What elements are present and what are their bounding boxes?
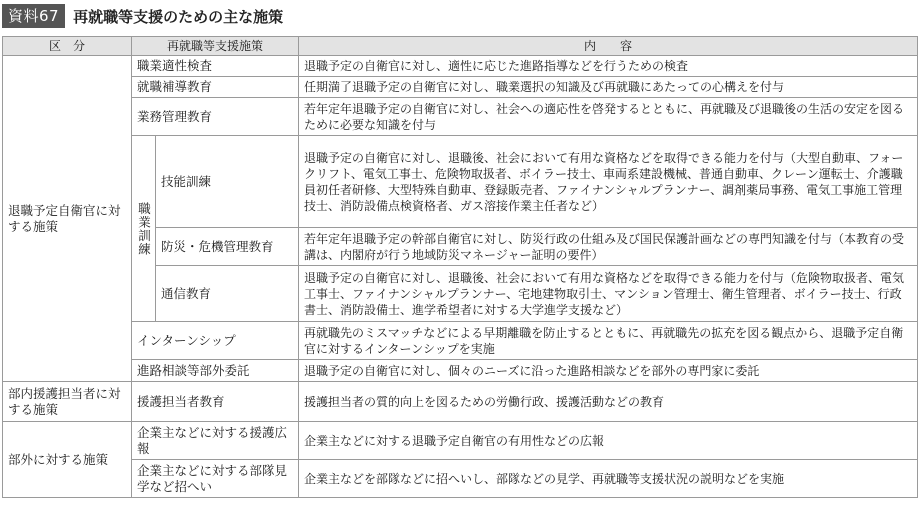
column-header-measure: 再就職等支援施策	[132, 37, 299, 56]
measure-cell: 技能訓練	[156, 136, 299, 228]
table-row	[3, 422, 918, 460]
content-cell: 若年定年退職予定の幹部自衛官に対し、防災行政の仕組み及び国民保護計画などの専門知識を付与（本教育の受講は、内閣府が行う地域防災マネージャー証明の要件）	[299, 228, 918, 266]
document-number-badge: 資料67	[2, 4, 65, 28]
measure-cell: 業務管理教育	[132, 98, 299, 136]
table-header-row	[3, 37, 918, 56]
content-cell: 若年定年退職予定の自衛官に対し、社会への適応性を啓発するとともに、再就職及び退職後の生活の安定を図るために必要な知識を付与	[299, 98, 918, 136]
category-cell: 部内援護担当者に対する施策	[3, 382, 132, 422]
page-title: 再就職等支援のための主な施策	[73, 7, 284, 26]
measure-cell: 企業主などに対する部隊見学など招へい	[132, 460, 299, 498]
measure-cell: 進路相談等部外委託	[132, 360, 299, 382]
table-row	[3, 77, 918, 98]
content-cell: 退職予定の自衛官に対し、適性に応じた進路指導などを行うための検査	[299, 56, 918, 77]
table-row	[3, 382, 918, 422]
measure-cell: 職業適性検査	[132, 56, 299, 77]
table-row	[3, 98, 918, 136]
content-cell: 再就職先のミスマッチなどによる早期離職を防止するとともに、再就職先の拡充を図る観点から、退職予定自衛官に対するインターンシップを実施	[299, 322, 918, 360]
measure-cell: インターンシップ	[132, 322, 299, 360]
measure-cell: 就職補導教育	[132, 77, 299, 98]
table-row	[3, 136, 918, 228]
table-row	[3, 460, 918, 498]
table-row	[3, 360, 918, 382]
measures-table	[2, 36, 918, 498]
training-group-label: 職業訓練	[132, 136, 156, 322]
measure-cell: 援護担当者教育	[132, 382, 299, 422]
column-header-category: 区 分	[3, 37, 132, 56]
measure-cell: 防災・危機管理教育	[156, 228, 299, 266]
content-cell: 退職予定の自衛官に対し、退職後、社会において有用な資格などを取得できる能力を付与（危険物取扱者、電気工事士、ファイナンシャルプランナー、宅地建物取引士、マンション管理士、衛生管理者、ボイラー技士、行政書士、消防設備士、進学希望者に対する大学進学支援など）	[299, 266, 918, 322]
table-row	[3, 322, 918, 360]
measure-cell: 通信教育	[156, 266, 299, 322]
content-cell: 任期満了退職予定の自衛官に対し、職業選択の知識及び再就職にあたっての心構えを付与	[299, 77, 918, 98]
content-cell: 企業主などに対する退職予定自衛官の有用性などの広報	[299, 422, 918, 460]
content-cell: 退職予定の自衛官に対し、個々のニーズに沿った進路相談などを部外の専門家に委託	[299, 360, 918, 382]
content-cell: 退職予定の自衛官に対し、退職後、社会において有用な資格などを取得できる能力を付与（大型自動車、フォークリフト、電気工事士、危険物取扱者、ボイラー技士、車両系建設機械、普通自動車、クレーン運転士、介護職員初任者研修、大型特殊自動車、登録販売者、ファイナンシャルプランナー、調剤薬局事務、電気工事施工管理技士、消防設備点検資格者、ガス溶接作業主任者など）	[299, 136, 918, 228]
column-header-content: 内 容	[299, 37, 918, 56]
title-bar	[2, 3, 283, 29]
category-cell: 退職予定自衛官に対する施策	[3, 56, 132, 382]
content-cell: 援護担当者の質的向上を図るための労働行政、援護活動などの教育	[299, 382, 918, 422]
measure-cell: 企業主などに対する援護広報	[132, 422, 299, 460]
table-row	[3, 56, 918, 77]
category-cell: 部外に対する施策	[3, 422, 132, 498]
content-cell: 企業主などを部隊などに招へいし、部隊などの見学、再就職等支援状況の説明などを実施	[299, 460, 918, 498]
